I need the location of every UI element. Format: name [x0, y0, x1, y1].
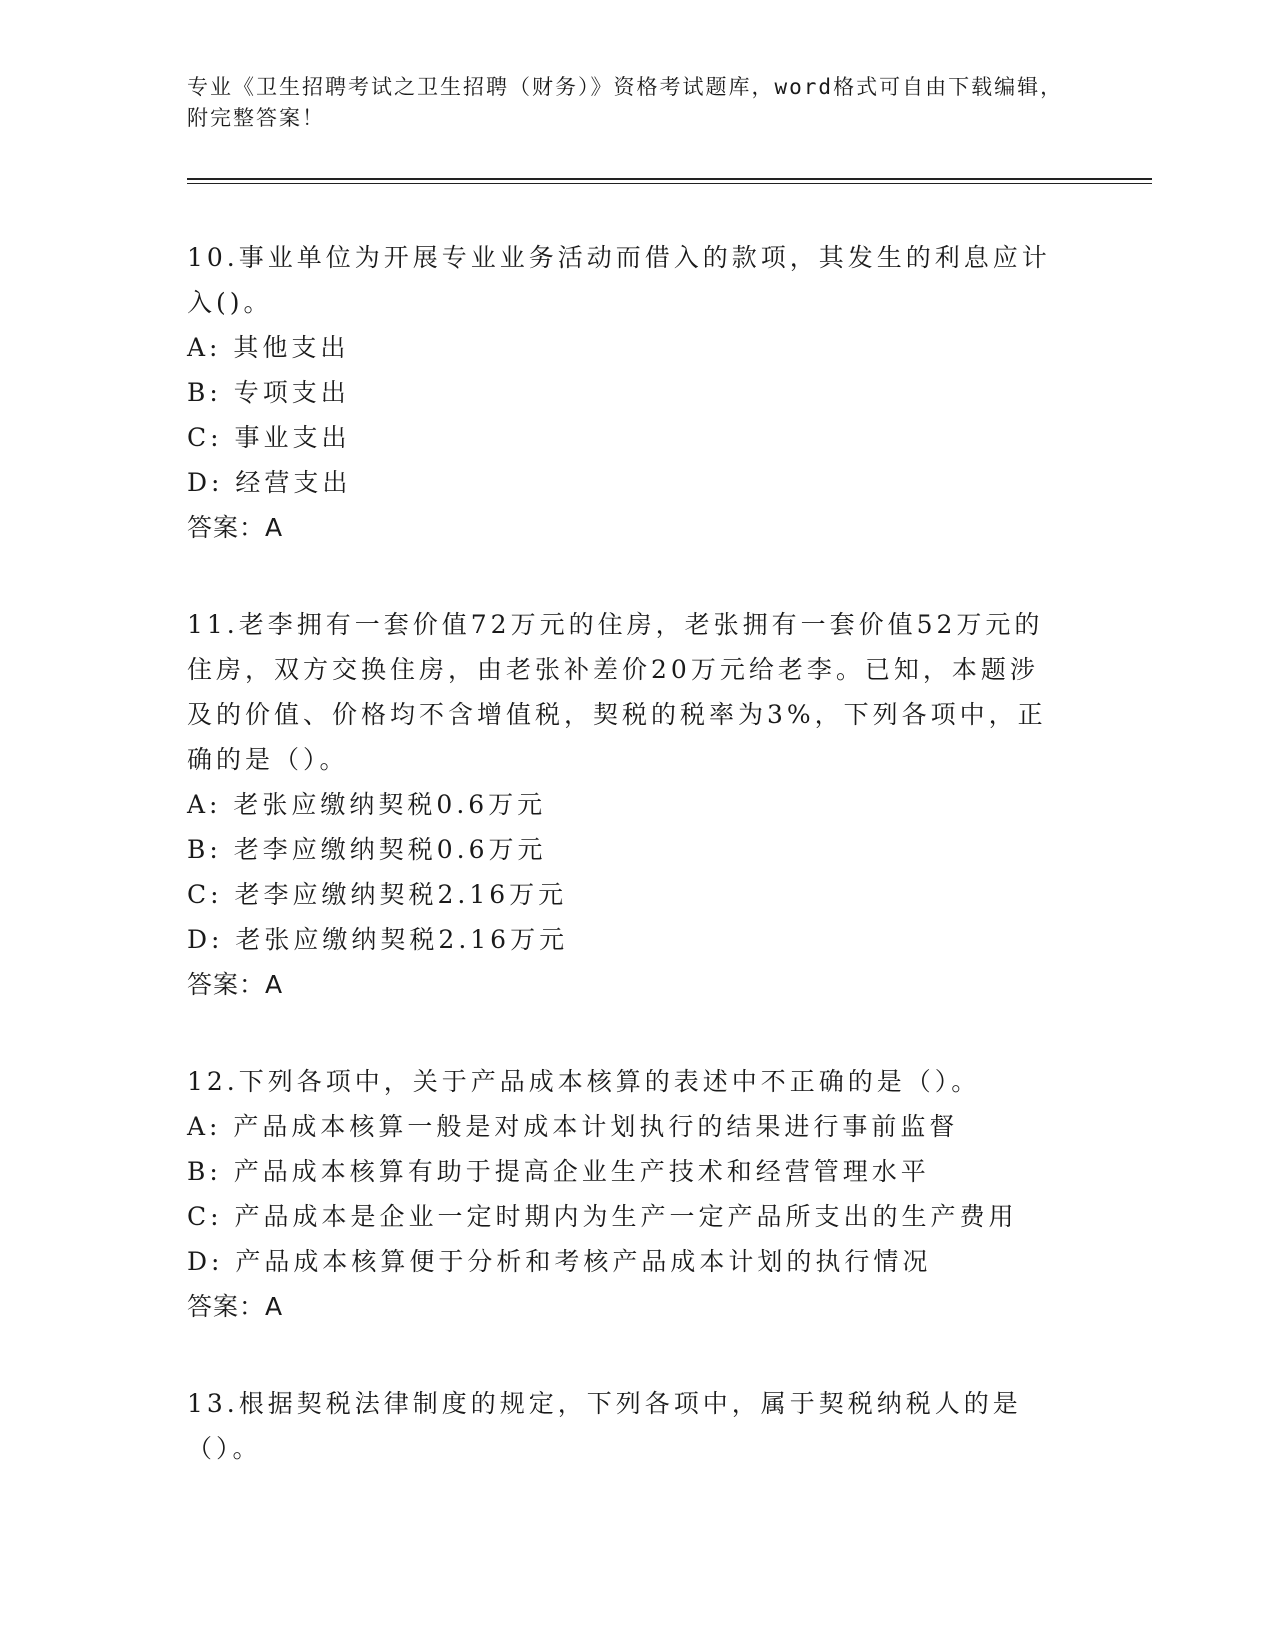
option-d: D: 产品成本核算便于分析和考核产品成本计划的执行情况: [187, 1247, 932, 1276]
option-d: D: 经营支出: [187, 468, 352, 497]
option-a: A: 老张应缴纳契税0.6万元: [187, 790, 547, 819]
header-divider: [187, 178, 1152, 184]
question-stem: 11.老李拥有一套价值72万元的住房，老张拥有一套价值52万元的住房，双方交换住房，由老张补差价20万元给老李。已知，本题涉及的价值、价格均不含增值税，契税的税率为3%，下列各项中，正确的是（）。: [187, 610, 1047, 774]
answer-line: 答案：A: [187, 513, 284, 542]
question-stem: 13.根据契税法律制度的规定，下列各项中，属于契税纳税人的是（）。: [187, 1389, 1022, 1463]
answer-line: 答案：A: [187, 970, 284, 999]
options-list: [187, 782, 1152, 962]
option-c: C: 产品成本是企业一定时期内为生产一定产品所支出的生产费用: [187, 1202, 1018, 1231]
document-header: 专业《卫生招聘考试之卫生招聘（财务）》资格考试题库，word格式可自由下载编辑，附完整答案！: [187, 75, 1064, 130]
option-d: D: 老张应缴纳契税2.16万元: [187, 925, 569, 954]
question-12: [187, 1059, 1152, 1329]
question-stem: 12.下列各项中，关于产品成本核算的表述中不正确的是（）。: [187, 1067, 981, 1096]
option-b: B: 专项支出: [187, 378, 350, 407]
option-a: A: 产品成本核算一般是对成本计划执行的结果进行事前监督: [187, 1112, 959, 1141]
option-c: C: 事业支出: [187, 423, 351, 452]
question-13: [187, 1381, 1152, 1471]
question-stem: 10.事业单位为开展专业业务活动而借入的款项，其发生的利息应计入()。: [187, 243, 1051, 317]
option-b: B: 老李应缴纳契税0.6万元: [187, 835, 547, 864]
answer-line: 答案：A: [187, 1292, 284, 1321]
document-page: [187, 72, 1152, 1471]
question-11: [187, 602, 1152, 1007]
options-list: [187, 325, 1152, 505]
option-c: C: 老李应缴纳契税2.16万元: [187, 880, 568, 909]
option-a: A: 其他支出: [187, 333, 350, 362]
options-list: [187, 1104, 1152, 1284]
option-b: B: 产品成本核算有助于提高企业生产技术和经营管理水平: [187, 1157, 930, 1186]
question-10: [187, 235, 1152, 550]
